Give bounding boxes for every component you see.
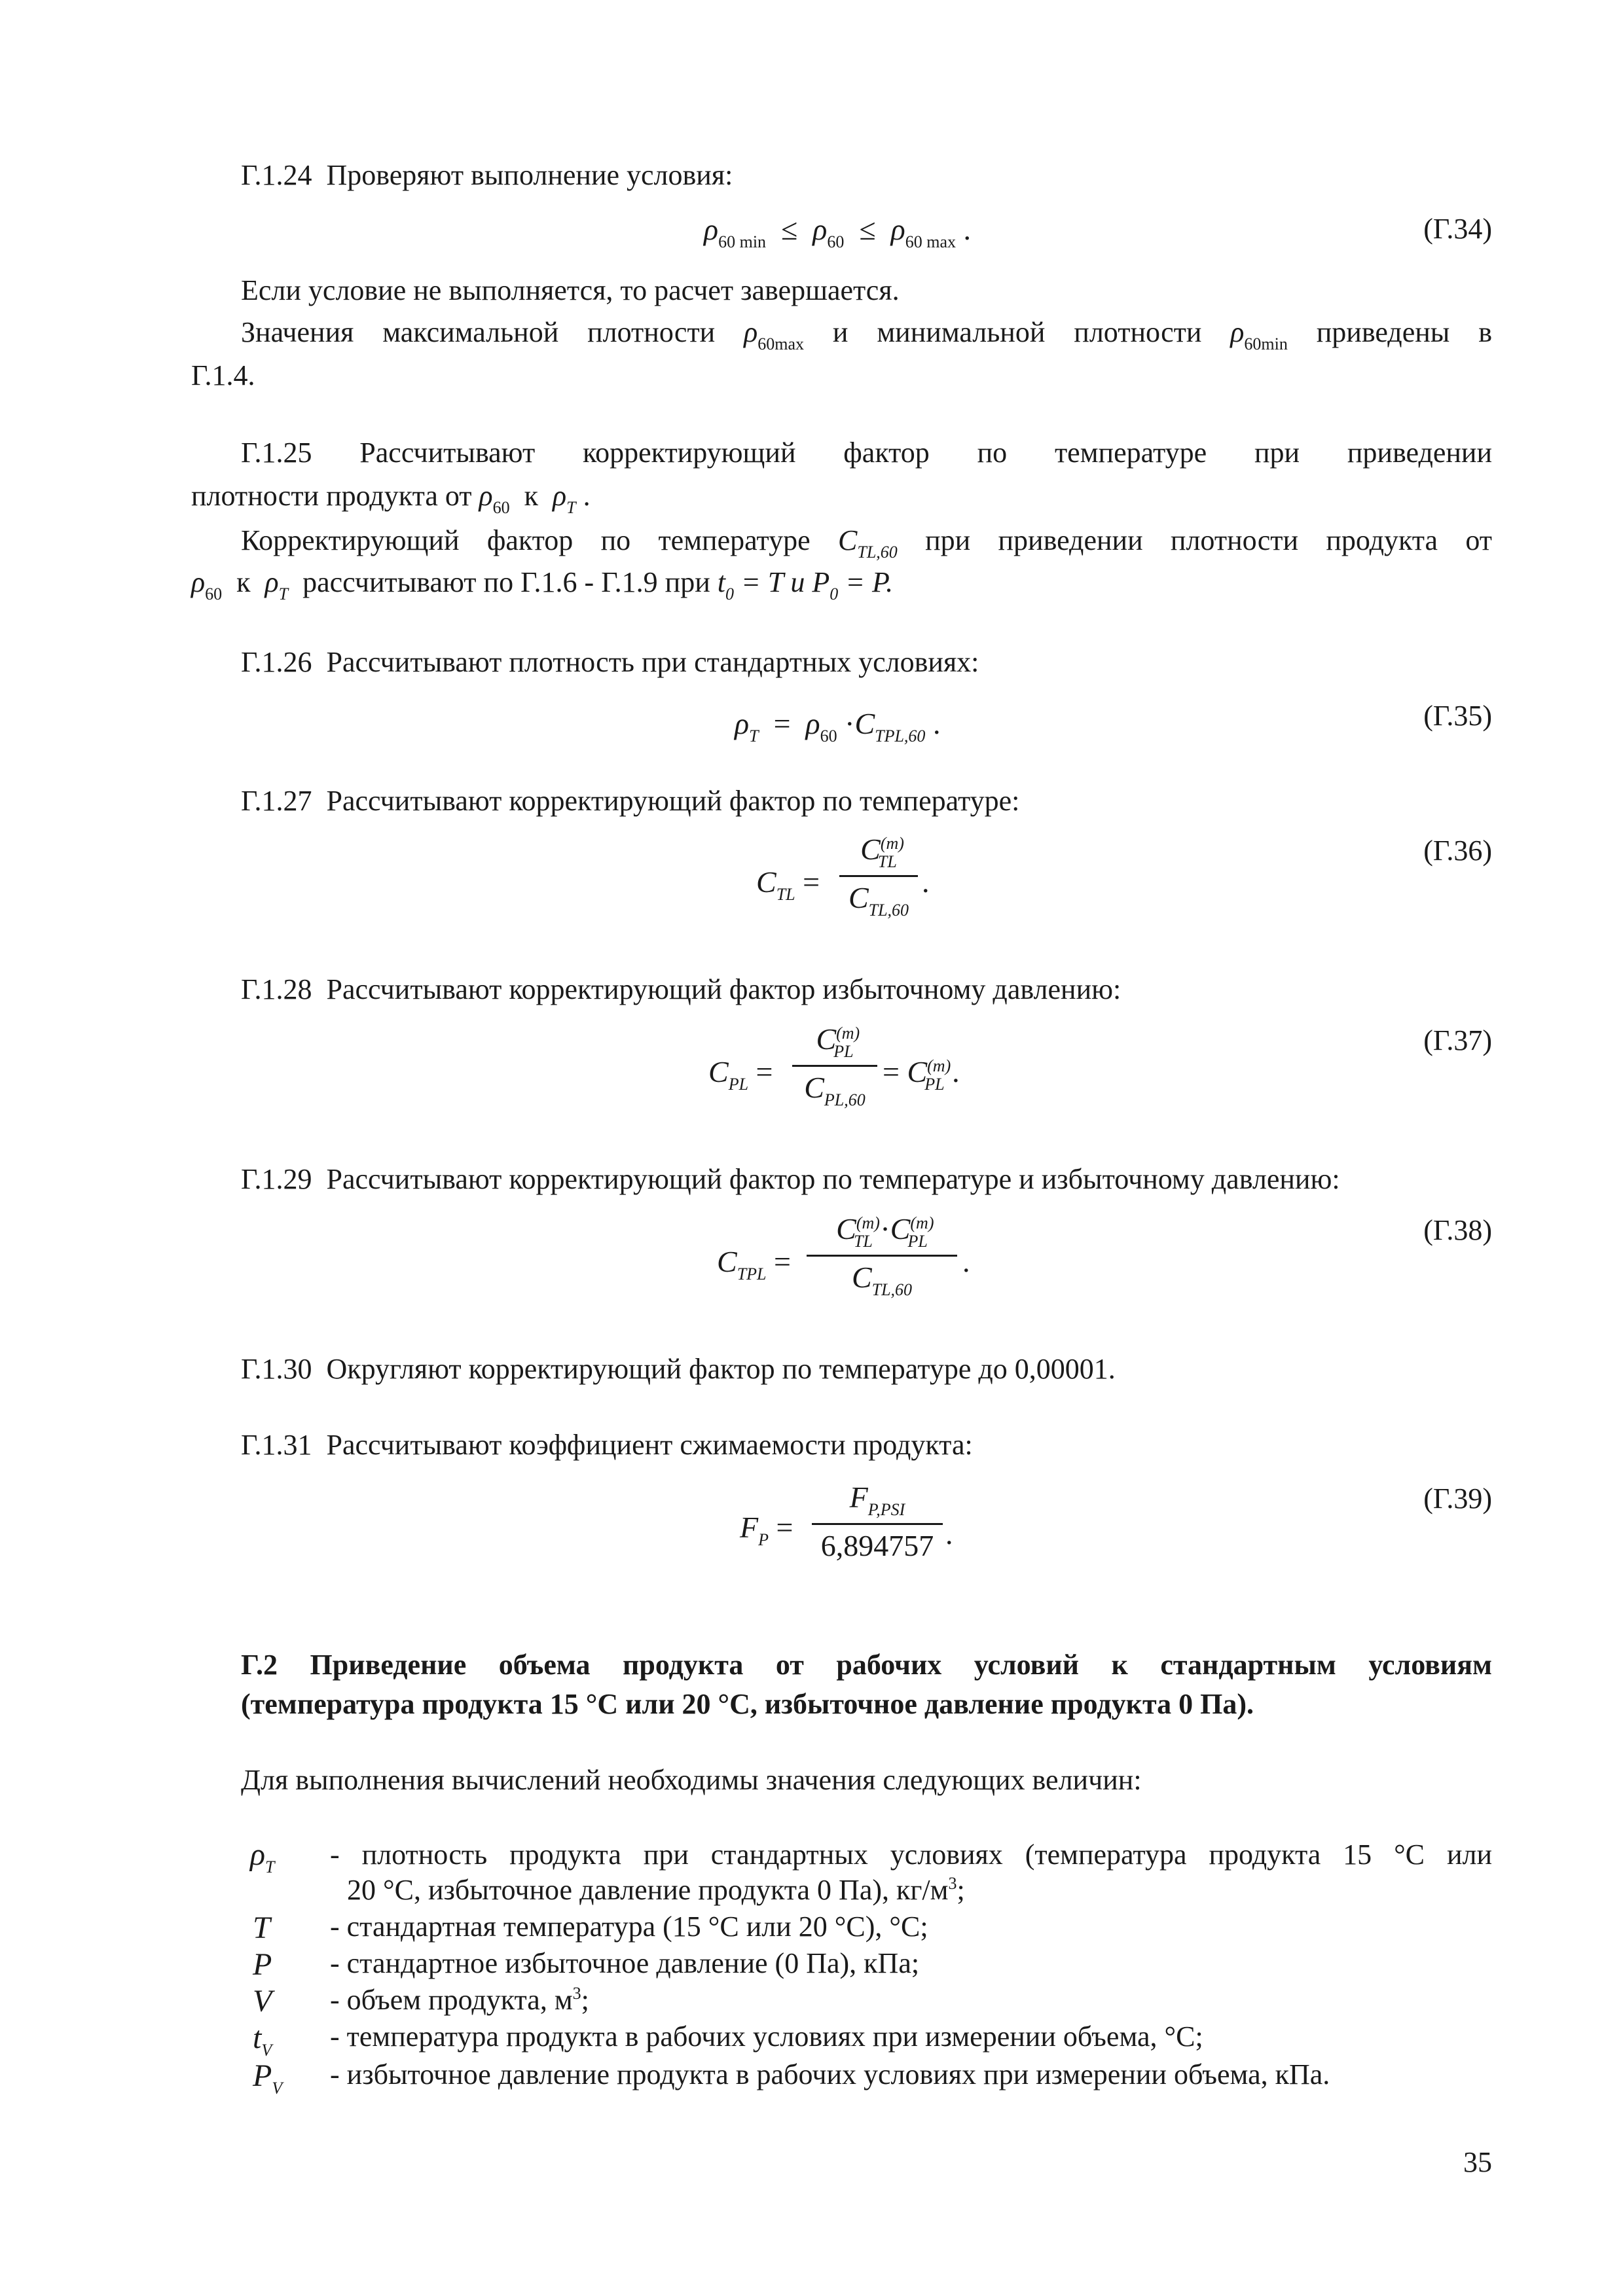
definition-symbol: V (253, 1984, 272, 2018)
equation-g36-tail: . (922, 865, 930, 899)
equation-number-g37: (Г.37) (1423, 1024, 1492, 1056)
definition-symbol: $\rho_T$ (250, 1837, 275, 1876)
equation-g37-fraction: $C^{(m)}_{PL}$ $C_{PL,60}$ (792, 1022, 877, 1109)
equation-g35: $\rho_T = \rho_{60} \cdot C_{TPL,60}$ . (735, 707, 941, 745)
page-number: 35 (1463, 2146, 1492, 2178)
section-g2-heading-line2: (температура продукта 15 °С или 20 °С, избыточное давление продукта 0 Па). (241, 1688, 1254, 1720)
g125-line1: Г.1.25 Рассчитывают корректирующий фактор по температуре при приведении (241, 437, 1493, 469)
equation-number-g36: (Г.36) (1423, 834, 1492, 867)
equation-g38-lhs: $C_{TPL}$ = (717, 1245, 791, 1283)
g130-line: Г.1.30 Округляют корректирующий фактор по температуре до 0,00001. (241, 1353, 1116, 1385)
section-g2-heading-line1: Г.2 Приведение объема продукта от рабочих условий к стандартным условиям (241, 1649, 1492, 1681)
equation-g37-lhs: $C_{PL}$ = (708, 1055, 773, 1094)
definition-text: - плотность продукта при стандартных условиях (температура продукта 15 °С или (330, 1839, 1492, 1871)
equation-number-g39: (Г.39) (1423, 1482, 1492, 1515)
definition-text: - объем продукта, $м^3$; (330, 1984, 589, 2016)
definition-symbol: $t_V$ (253, 2020, 272, 2060)
g124-note1: Если условие не выполняется, то расчет завершается. (241, 274, 900, 306)
equation-g39-lhs: $F_P$ = (740, 1511, 793, 1549)
definition-text: - температура продукта в рабочих условиях при измерении объема, °С; (330, 2020, 1203, 2053)
equation-g39-fraction: $F_{P,PSI}$ 6,894757 (812, 1480, 943, 1563)
equation-number-g34: (Г.34) (1423, 213, 1492, 245)
equation-g39-tail: . (945, 1517, 953, 1551)
equation-g36-lhs: $C_{TL}$ = (756, 865, 820, 904)
definition-symbol: P (253, 1947, 272, 1982)
definition-symbol: T (253, 1910, 270, 1945)
g124-text: Проверяют выполнение условия: (326, 159, 733, 191)
g125-para2-line2: $\rho_{60}$ к $\rho_T$ рассчитывают по Г.1.6 - Г.1.9 при $t_0 = T$ и $P_0 = P$. (191, 566, 894, 603)
g124-note2-line1: Значения максимальной плотности $\rho_{60max}$ и минимальной плотности $\rho_{60min}$ приведены в (241, 316, 1492, 353)
equation-g38-fraction: $C^{(m)}_{TL} \cdot C^{(m)}_{PL}$ $C_{TL,60}$ (807, 1212, 957, 1299)
g125-para2-line1: Корректирующий фактор по температуре $C_{TL,60}$ при приведении плотности продукта от (241, 524, 1493, 562)
equation-number-g35: (Г.35) (1423, 700, 1492, 732)
definition-text: - стандартная температура (15 °С или 20 °С), °С; (330, 1910, 928, 1943)
definition-text: - стандартное избыточное давление (0 Па), кПа; (330, 1947, 920, 1979)
equation-g38-tail: . (962, 1245, 970, 1278)
g125-line2: плотности продукта от $\rho_{60}$ к $\rho_T$ . (191, 480, 591, 517)
g128-line: Г.1.28 Рассчитывают корректирующий фактор избыточному давлению: (241, 973, 1122, 1005)
g126-line: Г.1.26 Рассчитывают плотность при стандартных условиях: (241, 646, 979, 678)
g129-line: Г.1.29 Рассчитывают корректирующий фактор по температуре и избыточному давлению: (241, 1163, 1340, 1195)
g124-note2-line2: Г.1.4. (191, 359, 255, 391)
g127-line: Г.1.27 Рассчитывают корректирующий фактор по температуре: (241, 785, 1020, 817)
equation-g34: $\rho_{60 min} \le \rho_{60} \le \rho_{60 max}$ . (704, 213, 971, 251)
equation-number-g38: (Г.38) (1423, 1214, 1492, 1246)
definition-symbol: $P_V$ (253, 2058, 283, 2098)
g131-line: Г.1.31 Рассчитывают коэффициент сжимаемости продукта: (241, 1429, 973, 1461)
definition-text-continued: 20 °С, избыточное давление продукта 0 Па), $кг/м^3$; (347, 1874, 965, 1906)
equation-g36-fraction: $C^{(m)}_{TL}$ $C_{TL,60}$ (839, 833, 918, 920)
equation-g37-rhs: = $C^{(m)}_{PL}$ . (883, 1055, 960, 1094)
g124-line (241, 157, 733, 194)
definition-text: - избыточное давление продукта в рабочих условиях при измерении объема, кПа. (330, 2058, 1330, 2090)
section-g2-intro: Для выполнения вычислений необходимы значения следующих величин: (241, 1764, 1142, 1796)
g124-label: Г.1.24 (241, 159, 312, 191)
